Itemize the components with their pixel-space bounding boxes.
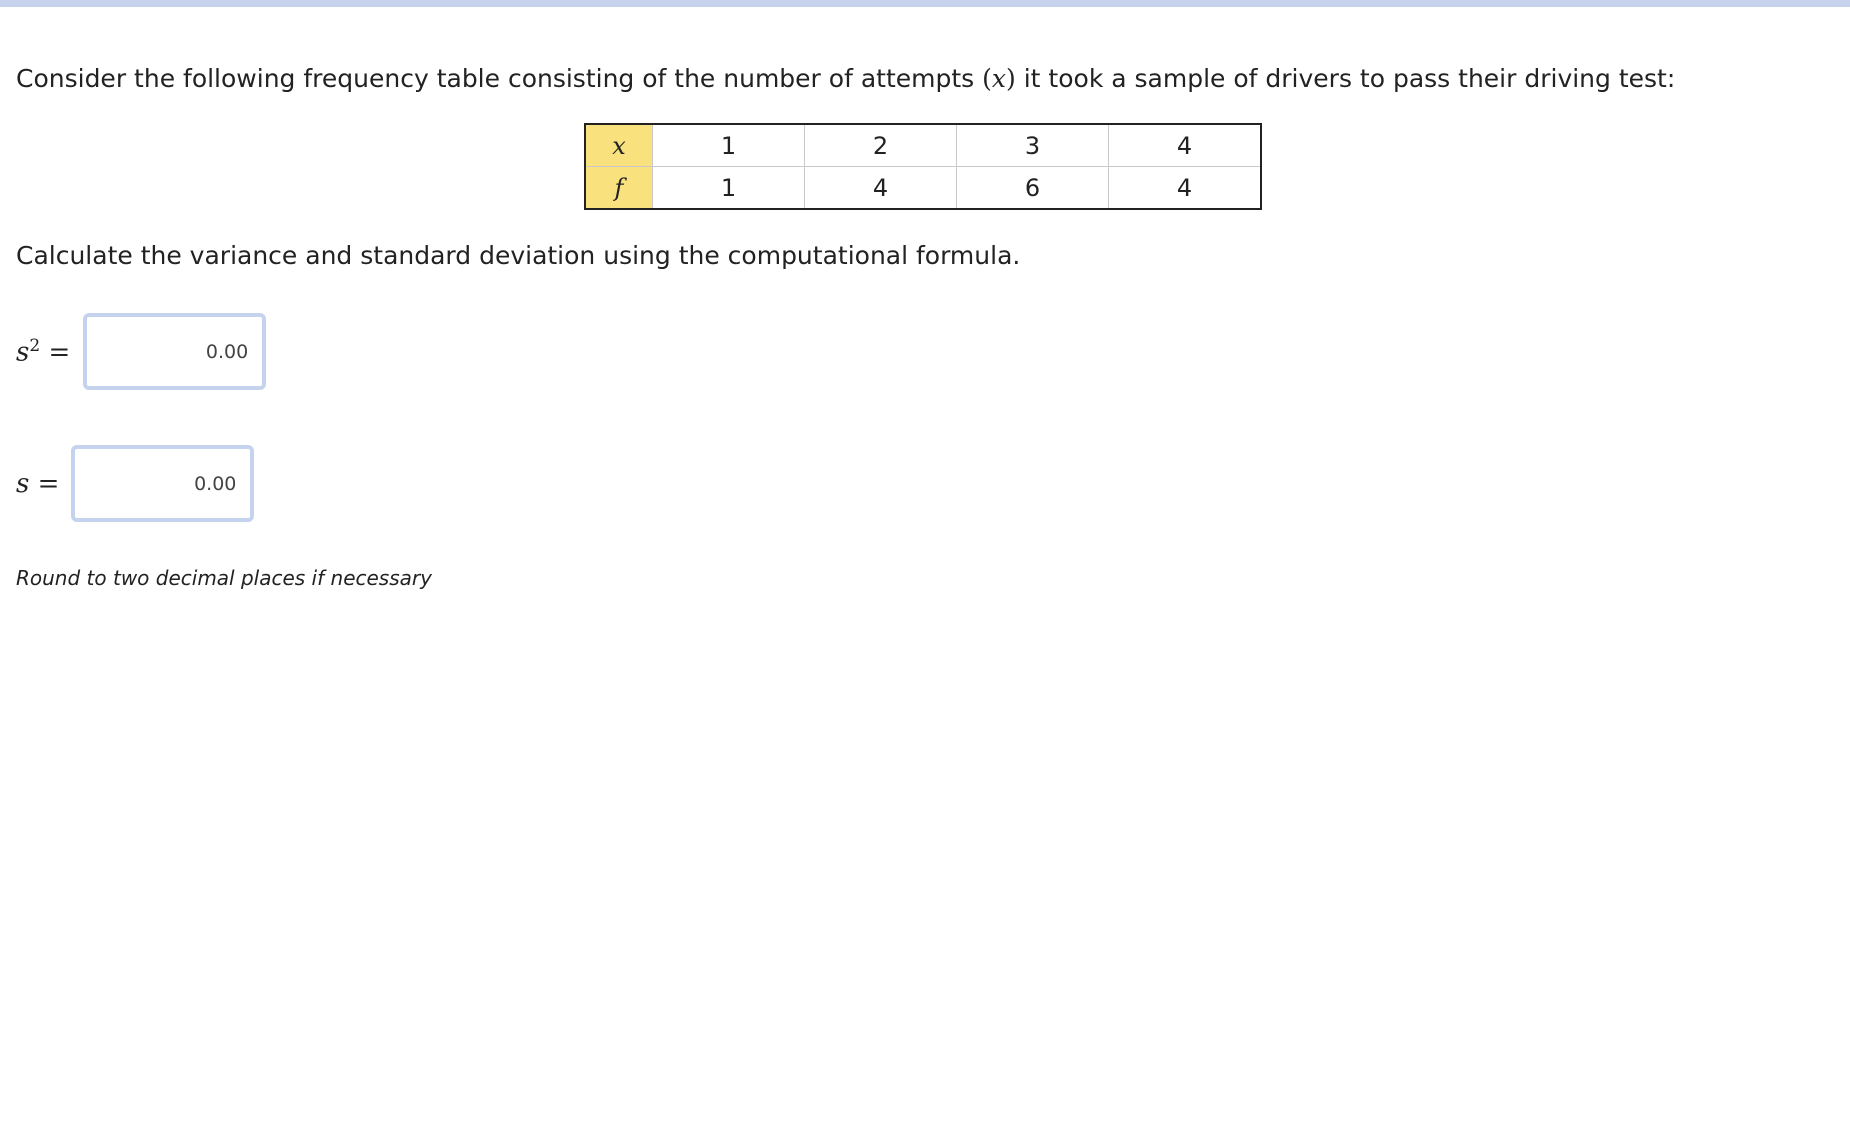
- std-dev-input[interactable]: [71, 445, 254, 522]
- question-text-end: it took a sample of drivers to pass their driving test:: [1023, 64, 1676, 93]
- question-text: [16, 60, 1675, 98]
- table-cell: 3: [957, 124, 1109, 167]
- variance-equals: =: [48, 337, 71, 368]
- table-cell: 6: [957, 167, 1109, 210]
- rounding-hint: Round to two decimal places if necessary: [16, 566, 432, 590]
- variance-input[interactable]: [83, 313, 266, 390]
- table-row-x: [585, 124, 1261, 167]
- std-dev-answer-row: [16, 445, 254, 522]
- std-dev-label: [16, 469, 59, 499]
- frequency-table: [584, 123, 1262, 210]
- row-header-f: f: [585, 167, 653, 210]
- table-cell: 2: [805, 124, 957, 167]
- table-row-f: [585, 167, 1261, 210]
- std-dev-equals: =: [37, 468, 60, 499]
- instruction-text: Calculate the variance and standard deviation using the computational formula.: [16, 241, 1021, 270]
- table-cell: 4: [805, 167, 957, 210]
- table-cell: 1: [653, 167, 805, 210]
- variance-symbol: s: [16, 337, 30, 368]
- variance-answer-row: [16, 313, 266, 390]
- table-cell: 4: [1109, 167, 1262, 210]
- question-text-start: Consider the following frequency table consisting of the number of attempts: [16, 64, 975, 93]
- top-divider: [0, 0, 1850, 7]
- row-header-x: x: [585, 124, 653, 167]
- variance-label: [16, 336, 70, 368]
- table-cell: 4: [1109, 124, 1262, 167]
- table-cell: 1: [653, 124, 805, 167]
- variance-exponent: 2: [29, 335, 41, 356]
- question-variable: (x): [982, 64, 1016, 93]
- std-dev-symbol: s: [16, 468, 30, 499]
